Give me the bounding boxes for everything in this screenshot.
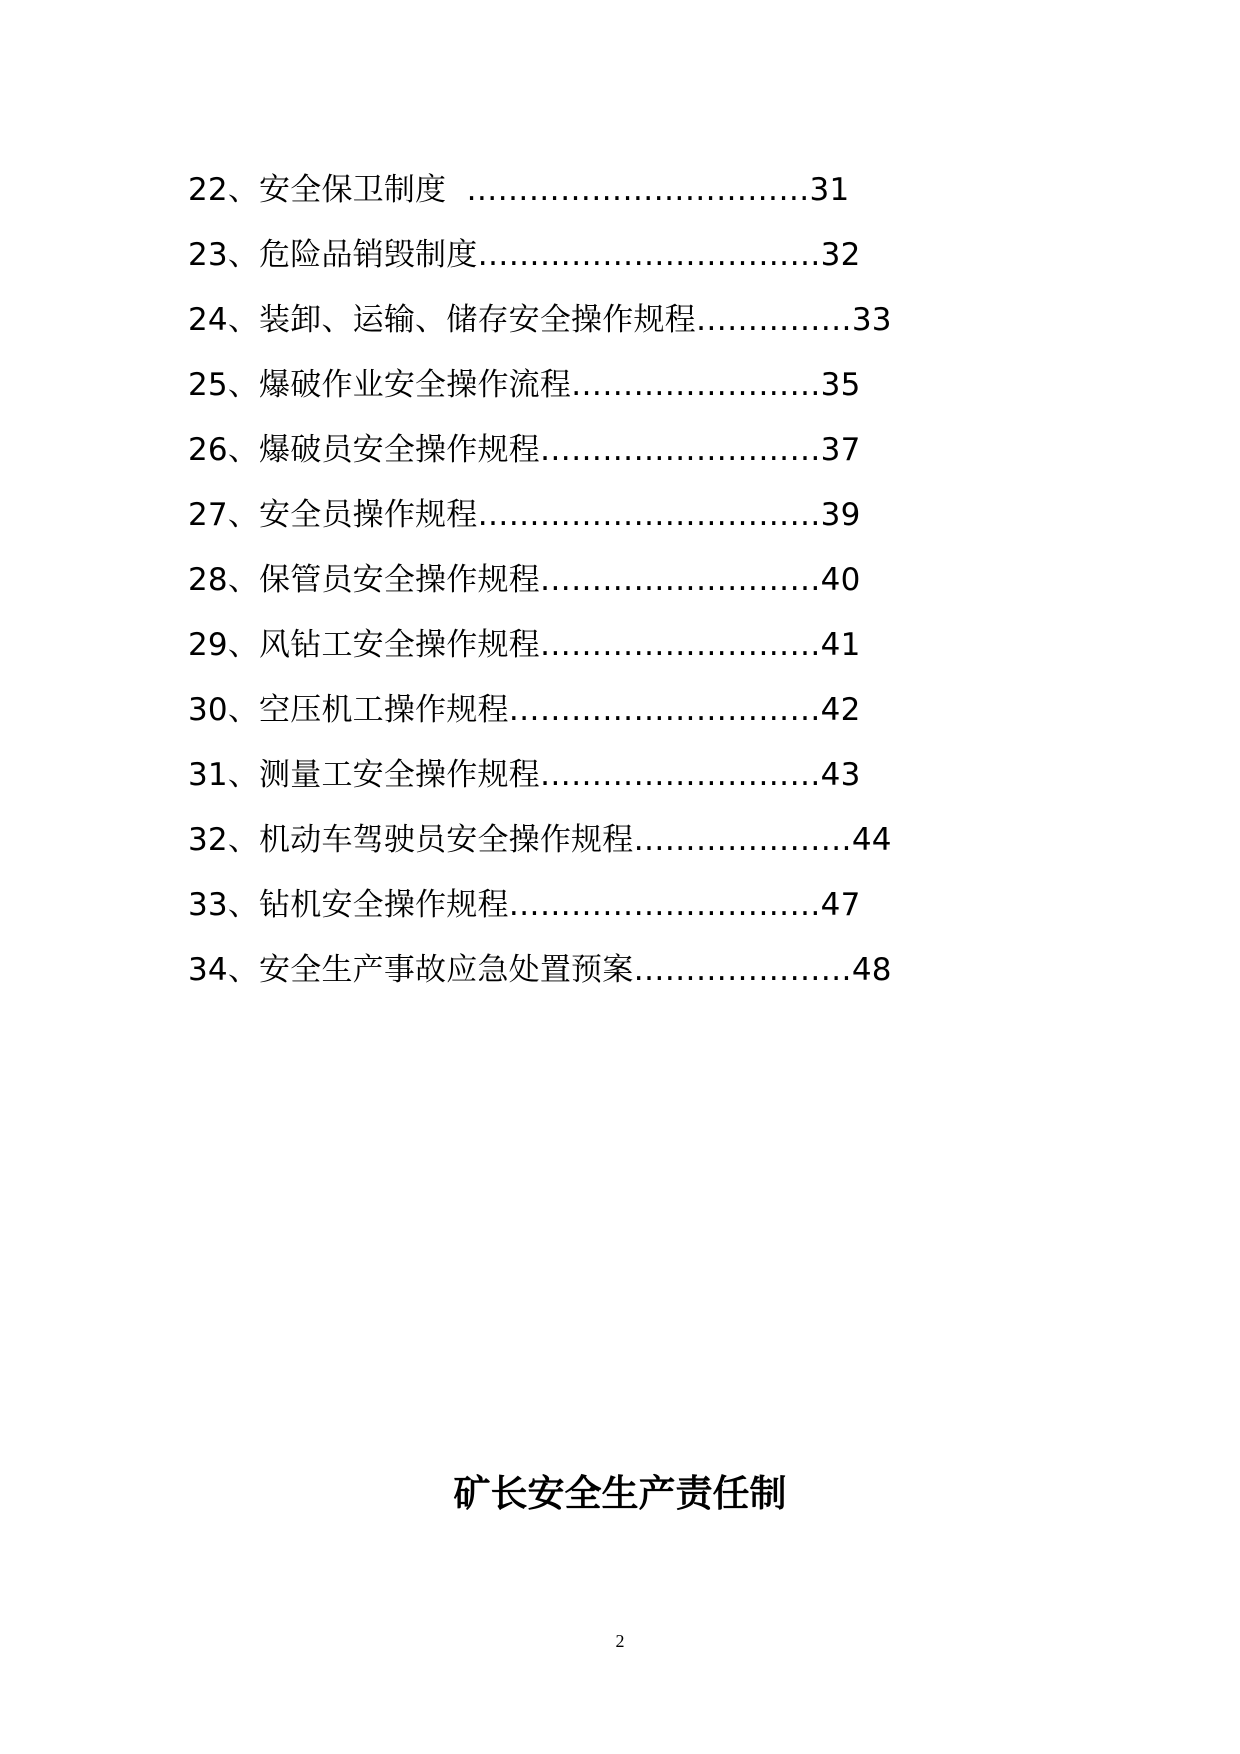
section-title: 矿长安全生产责任制 bbox=[453, 1471, 787, 1515]
toc-entry-22: 22、安全保卫制度 ……………………………31 bbox=[188, 172, 850, 208]
toc-entry-25: 25、爆破作业安全操作流程……………………35 bbox=[188, 367, 861, 403]
toc-entry-33: 33、钻机安全操作规程…………………………47 bbox=[188, 887, 861, 923]
toc-entry-29: 29、风钻工安全操作规程………………………41 bbox=[188, 627, 861, 663]
toc-entry-30: 30、空压机工操作规程…………………………42 bbox=[188, 692, 861, 728]
toc-entry-34: 34、安全生产事故应急处置预案…………………48 bbox=[188, 952, 892, 988]
toc-entry-32: 32、机动车驾驶员安全操作规程…………………44 bbox=[188, 822, 892, 858]
toc-entry-27: 27、安全员操作规程……………………………39 bbox=[188, 497, 861, 533]
toc-entry-26: 26、爆破员安全操作规程………………………37 bbox=[188, 432, 861, 468]
toc-entry-24: 24、装卸、运输、储存安全操作规程……………33 bbox=[188, 302, 892, 338]
toc-entry-23: 23、危险品销毁制度……………………………32 bbox=[188, 237, 861, 273]
toc-entry-31: 31、测量工安全操作规程………………………43 bbox=[188, 757, 861, 793]
table-of-contents bbox=[188, 170, 1088, 1015]
page-number: 2 bbox=[615, 1631, 625, 1651]
toc-entry-28: 28、保管员安全操作规程………………………40 bbox=[188, 562, 861, 598]
